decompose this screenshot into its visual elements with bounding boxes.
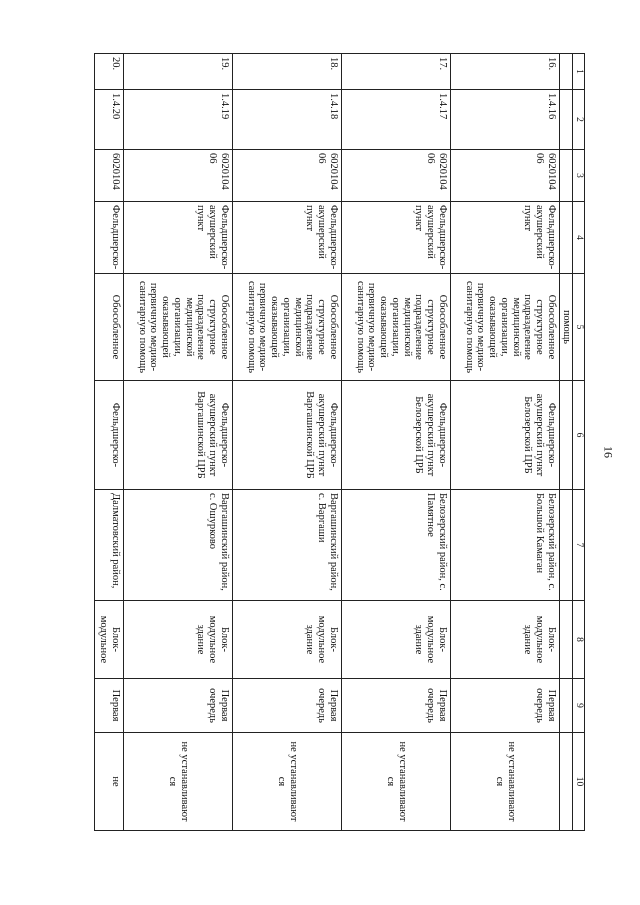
col-num: 2 <box>573 90 585 150</box>
table-row <box>233 54 342 831</box>
object-location: Варгашинский район, с. Варгаши <box>233 490 342 601</box>
object-name: Фельдшерско-акушерский пункт Варгашинской ЦРБ <box>124 381 233 490</box>
col-num: 9 <box>573 679 585 733</box>
zone-status: не устанавливают ся <box>233 733 342 831</box>
table-row <box>95 54 124 831</box>
object-code: 1.4.19 <box>124 90 233 150</box>
priority: Первая очередь <box>233 679 342 733</box>
col-num: 4 <box>573 202 585 274</box>
objects-table <box>95 53 586 831</box>
object-description: Обособленное структурное подразделение медицинской организации, оказывающей первичную медико-санитарную помощь <box>342 274 451 381</box>
col-num: 5 <box>573 274 585 381</box>
object-name: Фельдшерско- <box>95 381 124 490</box>
col-num: 8 <box>573 601 585 679</box>
oktmo-code: 6020104 06 <box>124 150 233 202</box>
object-name: Фельдшерско-акушерский пункт Варгашинской ЦРБ <box>233 381 342 490</box>
oktmo-code: 6020104 <box>95 150 124 202</box>
table-row <box>124 54 233 831</box>
oktmo-code: 6020104 06 <box>342 150 451 202</box>
object-type: Фельдшерско-акушерский пункт <box>342 202 451 274</box>
col-num: 6 <box>573 381 585 490</box>
object-description: Обособленное структурное подразделение медицинской организации, оказывающей первичную медико-санитарную помощь <box>124 274 233 381</box>
col-num: 7 <box>573 490 585 601</box>
zone-status: не устанавливают ся <box>124 733 233 831</box>
zone-status: не <box>95 733 124 831</box>
building-type: Блок-модульное здание <box>342 601 451 679</box>
building-type: Блок-модульное здание <box>233 601 342 679</box>
object-location: Белозерский район, с. Памятное <box>342 490 451 601</box>
object-code: 1.4.16 <box>451 90 560 150</box>
col-num: 1 <box>573 54 585 90</box>
object-type: Фельдшерско-акушерский пункт <box>451 202 560 274</box>
object-location: Варгашинский район, с. Ошурково <box>124 490 233 601</box>
table-viewport <box>98 53 585 830</box>
object-name: Фельдшерско-акушерский пункт Белозерской ЦРБ <box>342 381 451 490</box>
priority: Первая очередь <box>124 679 233 733</box>
building-type: Блок-модульное здание <box>124 601 233 679</box>
building-type: Блок-модульное <box>95 601 124 679</box>
object-name: Фельдшерско-акушерский пункт Белозерской ЦРБ <box>451 381 560 490</box>
row-number: 16. <box>451 54 560 90</box>
object-location: Белозерский район, с. Большой Камаган <box>451 490 560 601</box>
building-type: Блок-модульное здание <box>451 601 560 679</box>
continuation-text: помощь <box>560 274 573 381</box>
row-number: 20. <box>95 54 124 90</box>
object-description: Обособленное структурное подразделение медицинской организации, оказывающей первичную медико-санитарную помощь <box>451 274 560 381</box>
row-number: 19. <box>124 54 233 90</box>
object-type: Фельдшерско-акушерский пункт <box>124 202 233 274</box>
object-code: 1.4.20 <box>95 90 124 150</box>
row-number: 17. <box>342 54 451 90</box>
continuation-row <box>560 54 573 831</box>
object-description: Обособленное структурное подразделение медицинской организации, оказывающей первичную медико-санитарную помощь <box>233 274 342 381</box>
col-num: 10 <box>573 733 585 831</box>
object-description: Обособленное <box>95 274 124 381</box>
table-row <box>451 54 560 831</box>
rotated-table-frame <box>98 53 585 830</box>
object-type: Фельдшерско- <box>95 202 124 274</box>
oktmo-code: 6020104 06 <box>451 150 560 202</box>
priority: Первая очередь <box>342 679 451 733</box>
priority: Первая <box>95 679 124 733</box>
page-number: 16 <box>601 446 616 458</box>
oktmo-code: 6020104 06 <box>233 150 342 202</box>
object-code: 1.4.17 <box>342 90 451 150</box>
object-type: Фельдшерско-акушерский пункт <box>233 202 342 274</box>
row-number: 18. <box>233 54 342 90</box>
col-num: 3 <box>573 150 585 202</box>
object-code: 1.4.18 <box>233 90 342 150</box>
table-row <box>342 54 451 831</box>
column-number-row <box>573 54 585 831</box>
zone-status: не устанавливают ся <box>342 733 451 831</box>
zone-status: не устанавливают ся <box>451 733 560 831</box>
priority: Первая очередь <box>451 679 560 733</box>
object-location: Далматовский район, <box>95 490 124 601</box>
